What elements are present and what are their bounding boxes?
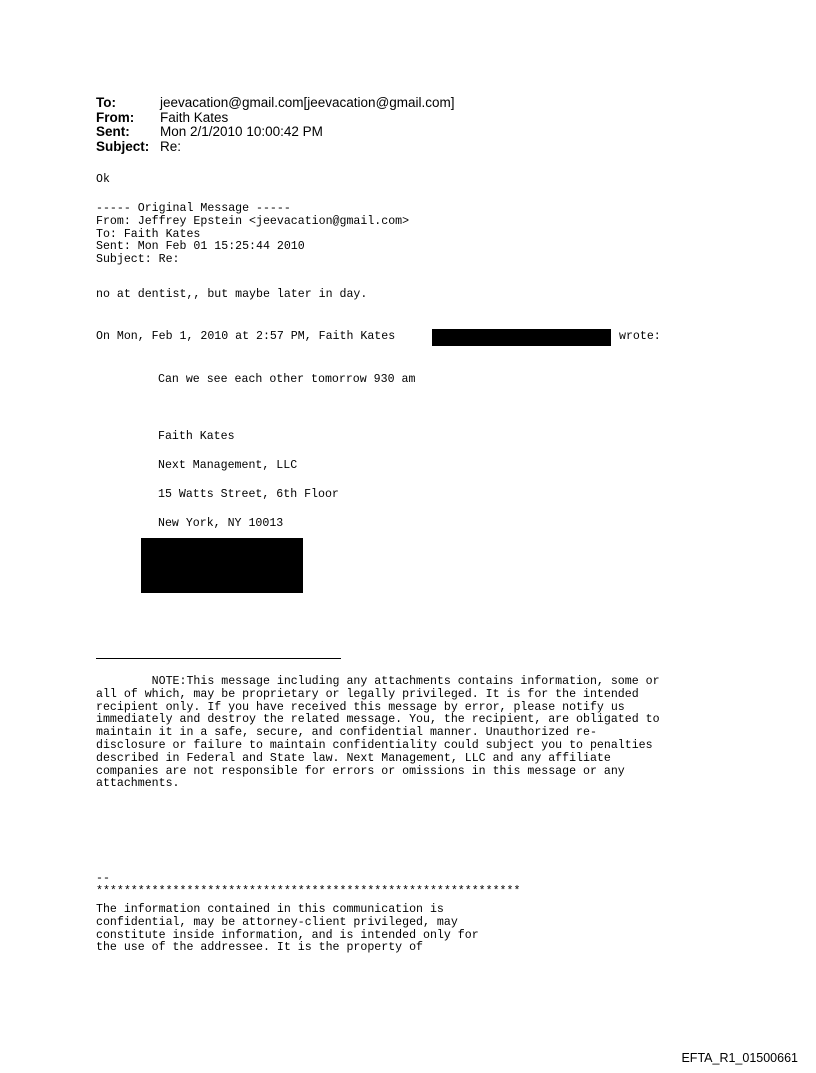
subject-label: Subject: xyxy=(96,138,150,154)
disclaimer-text: The information contained in this communication is confidential, may be attorney-client privileged, may constitute inside information, and is intended only for the use of the addressee. It is the property of xyxy=(96,903,479,955)
sent-value: Mon 2/1/2010 10:00:42 PM xyxy=(160,124,323,139)
signature-name: Faith Kates xyxy=(158,430,235,443)
to-value: jeevacation@gmail.com[jeevacation@gmail.com] xyxy=(160,95,455,110)
sent-row xyxy=(96,125,455,140)
reply-text: Ok xyxy=(96,173,110,186)
email-header xyxy=(96,96,455,154)
signature-city: New York, NY 10013 xyxy=(158,517,284,530)
message-text: no at dentist,, but maybe later in day. xyxy=(96,288,368,301)
signature-street: 15 Watts Street, 6th Floor xyxy=(158,488,339,501)
subject-value: Re: xyxy=(160,138,182,154)
quote-intro: On Mon, Feb 1, 2010 at 2:57 PM, Faith Kates xyxy=(96,330,396,343)
confidentiality-notice: NOTE:This message including any attachments contains information, some or all of which, may be proprietary or legally privileged. It is for the intended recipient only. If you have received this message by error, please notify us immediately and destroy the related message. You, the recipient, are obligated to maintain it in a safe, secure, and confidential manner. Unauthorized re- disclosure or failure to maintain confidentiality could subject you to penalties described in Federal and State law. Next Management, LLC and any affiliate companies are not responsible for errors or omissions in this message or any attachments. xyxy=(96,675,660,791)
signature-separator: -- xyxy=(96,872,110,885)
original-message-header: ----- Original Message ----- From: Jeffrey Epstein <jeevacation@gmail.com> To: Faith Kates Sent: Mon Feb 01 15:25:44 2010 Subject: Re: xyxy=(96,202,410,267)
from-label: From: xyxy=(96,109,135,125)
quote-wrote: wrote: xyxy=(619,330,661,343)
from-row xyxy=(96,111,455,126)
document-id: EFTA_R1_01500661 xyxy=(681,1051,798,1065)
to-label: To: xyxy=(96,95,116,110)
to-row xyxy=(96,96,455,111)
from-value: Faith Kates xyxy=(160,109,229,125)
quoted-question: Can we see each other tomorrow 930 am xyxy=(158,373,416,386)
sent-label: Sent: xyxy=(96,124,130,139)
asterisk-line: ************************************************************* xyxy=(96,885,521,898)
redaction-contact-block xyxy=(141,538,303,593)
redaction-email-block xyxy=(432,329,611,346)
signature-company: Next Management, LLC xyxy=(158,459,298,472)
divider-line xyxy=(96,658,341,659)
subject-row xyxy=(96,140,455,155)
